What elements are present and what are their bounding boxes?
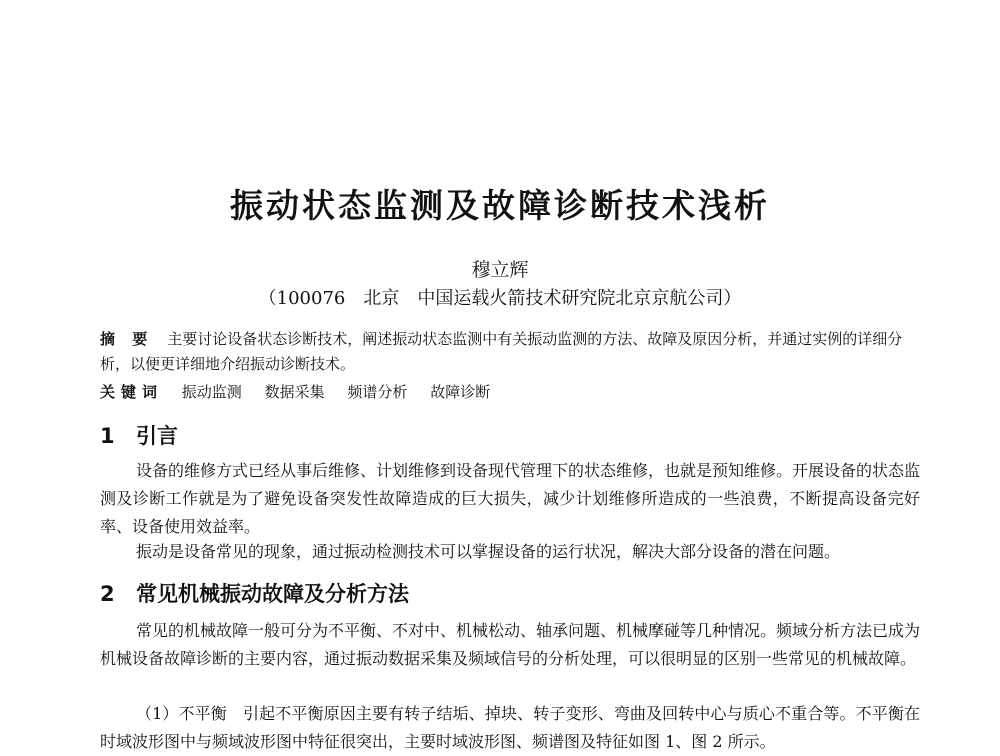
abstract-text: 主要讨论设备状态诊断技术，阐述振动状态监测中有关振动监测的方法、故障及原因分析，并通过实例的详细分析，以便更详细地介绍振动诊断技术。 — [100, 330, 903, 373]
section-heading-faults — [100, 578, 409, 608]
keywords — [100, 380, 920, 405]
section-title: 引言 — [136, 424, 178, 448]
keyword: 频谱分析 — [347, 383, 408, 401]
author-name: 穆立辉 — [471, 259, 529, 281]
section-number: 2 — [100, 582, 115, 606]
paragraph: 常见的机械故障一般可分为不平衡、不对中、机械松动、轴承问题、机械摩碰等几种情况。频域分析方法已成为机械设备故障诊断的主要内容，通过振动数据采集及频域信号的分析处理，可以很明显的区别一些常见的机械故障。 — [100, 621, 921, 668]
abstract — [100, 327, 920, 377]
keyword: 振动监测 — [181, 383, 242, 401]
author-affiliation: （100076 北京 中国运载火箭技术研究院北京京航公司） — [258, 288, 742, 309]
paragraph: （1）不平衡 引起不平衡原因主要有转子结垢、掉块、转子变形、弯曲及回转中心与质心不重合等。不平衡在时域波形图中与频域波形图中特征很突出，主要时域波形图、频谱图及特征如图 1、图 2 所示。 — [100, 704, 920, 751]
section-number: 1 — [100, 424, 115, 448]
paper-title: 振动状态监测及故障诊断技术浅析 — [230, 186, 770, 225]
keyword: 数据采集 — [264, 383, 325, 401]
section-heading-intro — [100, 420, 178, 450]
paragraph: 振动是设备常见的现象，通过振动检测技术可以掌握设备的运行状况，解决大部分设备的潜在问题。 — [136, 542, 841, 561]
keyword: 故障诊断 — [430, 383, 491, 401]
keywords-label: 关键词 — [100, 383, 164, 401]
paragraph: 设备的维修方式已经从事后维修、计划维修到设备现代管理下的状态维修，也就是预知维修。开展设备的状态监测及诊断工作就是为了避免设备突发性故障造成的巨大损失，减少计划维修所造成的一些浪费，不断提高设备完好率、设备使用效益率。 — [100, 461, 921, 536]
section-title: 常见机械振动故障及分析方法 — [136, 582, 409, 606]
abstract-label: 摘 要 — [100, 330, 154, 348]
